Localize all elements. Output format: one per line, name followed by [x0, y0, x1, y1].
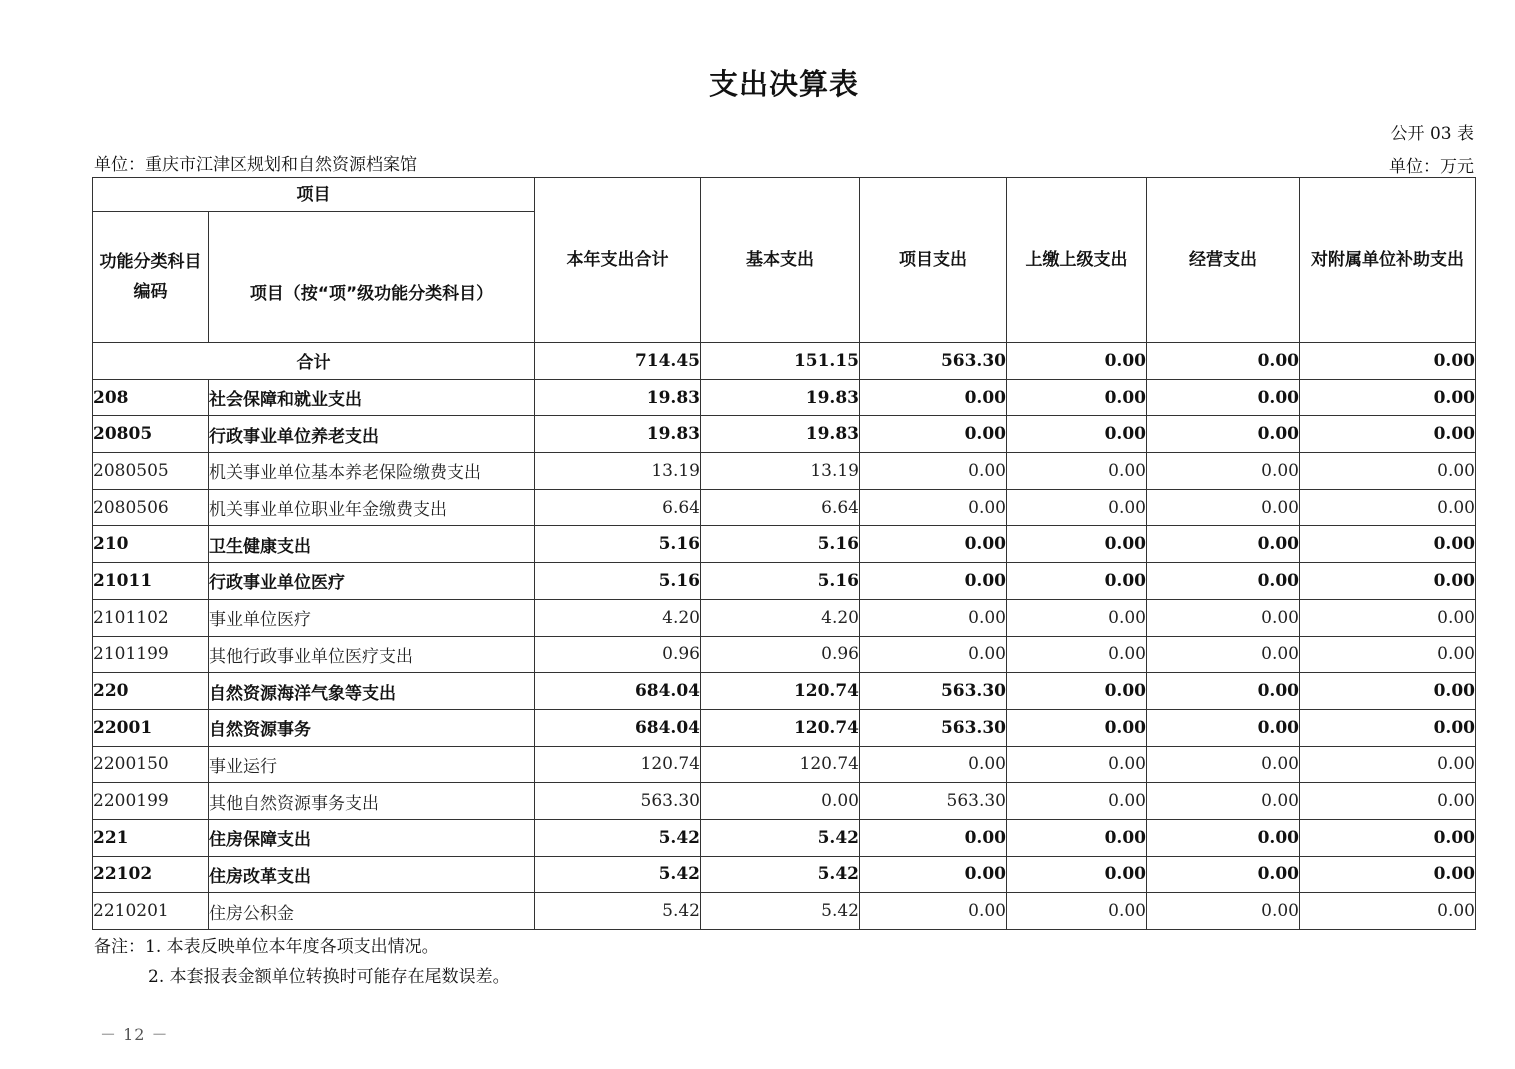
- row-value-cell: 563.30: [535, 783, 701, 820]
- row-value-cell: 684.04: [535, 673, 701, 710]
- row-value-cell: 0.00: [1147, 709, 1300, 746]
- table-row: [93, 453, 1476, 490]
- row-code: 2080506: [93, 489, 209, 526]
- row-code: 22001: [93, 709, 209, 746]
- row-value-cell: 0.00: [1007, 709, 1147, 746]
- row-value-cell: 0.00: [1300, 489, 1476, 526]
- row-value-cell: 0.00: [1300, 379, 1476, 416]
- table-number: 公开 03 表: [1390, 124, 1474, 144]
- row-value-cell: 0.00: [1147, 563, 1300, 600]
- row-value-cell: 5.42: [701, 893, 860, 930]
- row-name: 机关事业单位基本养老保险缴费支出: [209, 453, 535, 490]
- total-row: [93, 343, 1476, 380]
- row-value-cell: 0.00: [860, 379, 1007, 416]
- row-value-cell: 4.20: [535, 599, 701, 636]
- total-cell: 714.45: [535, 343, 701, 380]
- row-code: 210: [93, 526, 209, 563]
- table-row: [93, 563, 1476, 600]
- row-value-cell: 5.42: [535, 819, 701, 856]
- row-value-cell: 0.00: [701, 783, 860, 820]
- row-value-cell: 0.96: [701, 636, 860, 673]
- row-value-cell: 0.00: [1300, 636, 1476, 673]
- header-name: 项目（按“项”级功能分类科目）: [209, 212, 535, 343]
- row-code: 2200199: [93, 783, 209, 820]
- page-number: － 12 －: [100, 1025, 169, 1044]
- row-code: 21011: [93, 563, 209, 600]
- page-title: 支出决算表: [708, 67, 859, 101]
- row-value-cell: 13.19: [701, 453, 860, 490]
- row-value-cell: 0.00: [1147, 416, 1300, 453]
- row-value-cell: 0.00: [860, 819, 1007, 856]
- table-row: [93, 709, 1476, 746]
- row-value-cell: 0.00: [1007, 489, 1147, 526]
- header-subsidy: 对附属单位补助支出: [1300, 178, 1476, 343]
- row-value-cell: 0.00: [860, 746, 1007, 783]
- expenditure-table: [92, 177, 1476, 930]
- table-row: [93, 526, 1476, 563]
- row-name: 住房公积金: [209, 893, 535, 930]
- table-row: [93, 599, 1476, 636]
- row-value-cell: 0.00: [1300, 673, 1476, 710]
- row-value-cell: 6.64: [701, 489, 860, 526]
- row-value-cell: 0.00: [1147, 746, 1300, 783]
- row-value-cell: 0.00: [1300, 453, 1476, 490]
- row-value-cell: 0.00: [1300, 599, 1476, 636]
- row-value-cell: 0.00: [1007, 636, 1147, 673]
- header-business: 经营支出: [1147, 178, 1300, 343]
- row-value-cell: 0.00: [1147, 379, 1300, 416]
- row-value-cell: 5.42: [701, 819, 860, 856]
- row-code: 221: [93, 819, 209, 856]
- row-value-cell: 5.16: [701, 526, 860, 563]
- row-code: 2101199: [93, 636, 209, 673]
- total-cell: 0.00: [1147, 343, 1300, 380]
- row-value-cell: 0.00: [860, 526, 1007, 563]
- table-row: [93, 746, 1476, 783]
- row-value-cell: 0.00: [1147, 893, 1300, 930]
- row-name: 机关事业单位职业年金缴费支出: [209, 489, 535, 526]
- row-value-cell: 0.00: [1147, 856, 1300, 893]
- table-row: [93, 673, 1476, 710]
- row-name: 其他自然资源事务支出: [209, 783, 535, 820]
- row-name: 住房保障支出: [209, 819, 535, 856]
- row-value-cell: 684.04: [535, 709, 701, 746]
- header-code: [93, 212, 209, 343]
- header-project-expense: 项目支出: [860, 178, 1007, 343]
- row-value-cell: 6.64: [535, 489, 701, 526]
- row-value-cell: 0.00: [1007, 746, 1147, 783]
- row-code: 2200150: [93, 746, 209, 783]
- row-value-cell: 5.42: [535, 856, 701, 893]
- header-project: 项目: [93, 178, 535, 212]
- row-value-cell: 0.00: [1007, 819, 1147, 856]
- row-value-cell: 0.00: [1147, 453, 1300, 490]
- note-line-2: 2. 本套报表金额单位转换时可能存在尾数误差。: [148, 967, 510, 987]
- total-cell: 563.30: [860, 343, 1007, 380]
- total-label: 合计: [93, 343, 535, 380]
- row-value-cell: 0.00: [1300, 709, 1476, 746]
- currency-unit: 单位：万元: [1389, 157, 1474, 177]
- row-name: 行政事业单位养老支出: [209, 416, 535, 453]
- row-code: 20805: [93, 416, 209, 453]
- row-value-cell: 13.19: [535, 453, 701, 490]
- row-value-cell: 0.00: [1300, 856, 1476, 893]
- row-name: 住房改革支出: [209, 856, 535, 893]
- row-name: 自然资源海洋气象等支出: [209, 673, 535, 710]
- row-value-cell: 0.00: [1147, 489, 1300, 526]
- row-name: 行政事业单位医疗: [209, 563, 535, 600]
- row-value-cell: 0.00: [1007, 453, 1147, 490]
- row-value-cell: 563.30: [860, 783, 1007, 820]
- table-row: [93, 783, 1476, 820]
- table-row: [93, 379, 1476, 416]
- row-value-cell: 0.00: [1007, 783, 1147, 820]
- header-upper: 上缴上级支出: [1007, 178, 1147, 343]
- row-value-cell: 0.00: [1147, 819, 1300, 856]
- row-value-cell: 0.00: [1300, 526, 1476, 563]
- note-line-1: 备注：1. 本表反映单位本年度各项支出情况。: [94, 937, 439, 957]
- row-value-cell: 4.20: [701, 599, 860, 636]
- row-value-cell: 0.00: [1007, 599, 1147, 636]
- table-body: [93, 343, 1476, 930]
- row-value-cell: 5.42: [701, 856, 860, 893]
- table-row: [93, 416, 1476, 453]
- row-value-cell: 0.00: [860, 893, 1007, 930]
- row-value-cell: 120.74: [701, 746, 860, 783]
- total-cell: 0.00: [1300, 343, 1476, 380]
- row-name: 事业单位医疗: [209, 599, 535, 636]
- row-code: 2101102: [93, 599, 209, 636]
- row-value-cell: 0.00: [1300, 819, 1476, 856]
- row-value-cell: 0.00: [1147, 636, 1300, 673]
- row-value-cell: 0.00: [860, 636, 1007, 673]
- header-code-line1: 功能分类科目: [99, 252, 202, 272]
- table-row: [93, 636, 1476, 673]
- row-value-cell: 19.83: [701, 416, 860, 453]
- reporting-unit: 单位：重庆市江津区规划和自然资源档案馆: [94, 155, 417, 175]
- row-value-cell: 5.16: [535, 563, 701, 600]
- row-value-cell: 0.00: [1300, 563, 1476, 600]
- row-value-cell: 19.83: [535, 379, 701, 416]
- row-value-cell: 0.00: [1007, 563, 1147, 600]
- row-value-cell: 0.00: [1147, 783, 1300, 820]
- row-code: 2080505: [93, 453, 209, 490]
- row-value-cell: 0.00: [1147, 526, 1300, 563]
- row-value-cell: 0.00: [1007, 416, 1147, 453]
- table-row: [93, 893, 1476, 930]
- row-name: 其他行政事业单位医疗支出: [209, 636, 535, 673]
- row-value-cell: 0.00: [860, 489, 1007, 526]
- row-value-cell: 0.96: [535, 636, 701, 673]
- table-row: [93, 489, 1476, 526]
- notes: [94, 932, 510, 992]
- total-cell: 0.00: [1007, 343, 1147, 380]
- row-value-cell: 120.74: [701, 709, 860, 746]
- row-name: 卫生健康支出: [209, 526, 535, 563]
- row-value-cell: 5.16: [535, 526, 701, 563]
- row-value-cell: 0.00: [1007, 856, 1147, 893]
- row-value-cell: 0.00: [1147, 599, 1300, 636]
- header-basic: 基本支出: [701, 178, 860, 343]
- row-value-cell: 0.00: [1300, 893, 1476, 930]
- row-value-cell: 563.30: [860, 709, 1007, 746]
- row-value-cell: 19.83: [701, 379, 860, 416]
- row-code: 220: [93, 673, 209, 710]
- row-value-cell: 19.83: [535, 416, 701, 453]
- header-code-line2: 编码: [133, 282, 168, 302]
- row-value-cell: 0.00: [1300, 746, 1476, 783]
- row-code: 22102: [93, 856, 209, 893]
- row-value-cell: 0.00: [860, 563, 1007, 600]
- row-code: 2210201: [93, 893, 209, 930]
- row-name: 自然资源事务: [209, 709, 535, 746]
- row-value-cell: 0.00: [860, 453, 1007, 490]
- row-value-cell: 563.30: [860, 673, 1007, 710]
- row-value-cell: 120.74: [535, 746, 701, 783]
- table-row: [93, 819, 1476, 856]
- row-value-cell: 0.00: [1300, 783, 1476, 820]
- header-total: 本年支出合计: [535, 178, 701, 343]
- row-value-cell: 0.00: [1007, 526, 1147, 563]
- row-value-cell: 0.00: [860, 599, 1007, 636]
- row-value-cell: 0.00: [860, 856, 1007, 893]
- row-value-cell: 0.00: [1007, 893, 1147, 930]
- row-value-cell: 0.00: [1007, 673, 1147, 710]
- row-value-cell: 5.16: [701, 563, 860, 600]
- table-row: [93, 856, 1476, 893]
- total-cell: 151.15: [701, 343, 860, 380]
- row-name: 事业运行: [209, 746, 535, 783]
- row-value-cell: 5.42: [535, 893, 701, 930]
- row-value-cell: 0.00: [1007, 379, 1147, 416]
- row-value-cell: 0.00: [860, 416, 1007, 453]
- row-value-cell: 120.74: [701, 673, 860, 710]
- row-name: 社会保障和就业支出: [209, 379, 535, 416]
- row-value-cell: 0.00: [1147, 673, 1300, 710]
- row-value-cell: 0.00: [1300, 416, 1476, 453]
- row-code: 208: [93, 379, 209, 416]
